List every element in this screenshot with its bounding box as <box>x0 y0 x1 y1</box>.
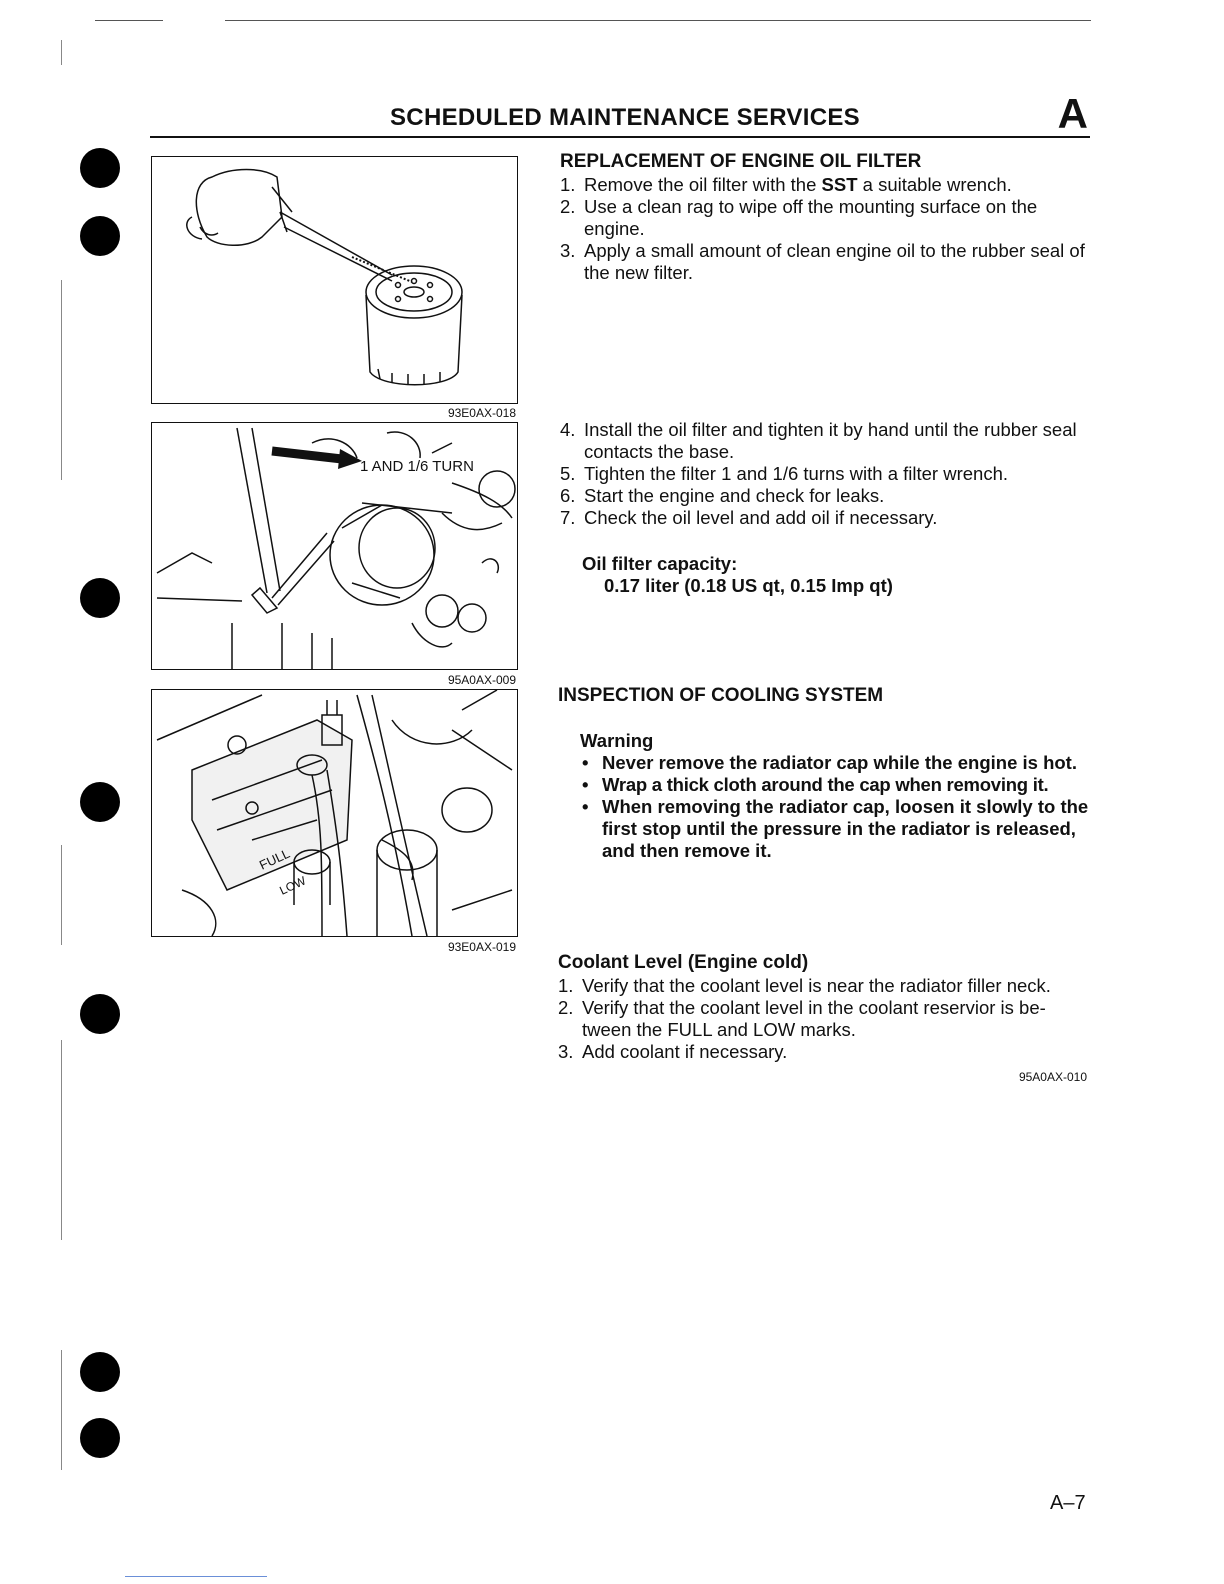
figure-code: 95A0AX-010 <box>1018 1070 1087 1084</box>
bottom-rule <box>125 1576 267 1577</box>
coolant-steps <box>558 975 1090 1063</box>
list-item: 3. Add coolant if necessary. <box>558 1041 788 1062</box>
oil-filter-capacity-value: 0.17 liter (0.18 US qt, 0.15 Imp qt) <box>604 575 893 596</box>
oil-filter-steps-1-3 <box>560 174 1090 284</box>
top-rule-left <box>95 20 163 21</box>
binder-hole <box>80 148 120 188</box>
list-item: 2. Use a clean rag to wipe off the mounting surface on the engine. <box>560 196 1038 239</box>
oil-filter-capacity-label: Oil filter capacity: <box>582 553 738 574</box>
page-title: SCHEDULED MAINTENANCE SERVICES <box>390 104 860 131</box>
list-item: 1. Remove the oil filter with the SST a suitable wrench. <box>560 174 1012 195</box>
binder-hole <box>80 994 120 1034</box>
oil-filter-steps-4-7 <box>560 419 1090 529</box>
figure-oil-filter <box>151 156 518 404</box>
binder-hole <box>80 1352 120 1392</box>
margin-tick <box>61 845 62 945</box>
margin-tick <box>61 280 62 480</box>
oil-filter-heading: REPLACEMENT OF ENGINE OIL FILTER <box>560 151 922 172</box>
reservoir-low-mark: LOW <box>277 873 309 898</box>
filter-wrench-illustration <box>152 423 517 669</box>
turn-callout: 1 AND 1/6 TURN <box>360 458 474 475</box>
warning-item: • Wrap a thick cloth around the cap when removing it. <box>582 774 1049 795</box>
list-item: 4. Install the oil filter and tighten it by hand until the rubber seal contacts the base. <box>560 419 1077 462</box>
page-header <box>150 90 1090 138</box>
page-number: A–7 <box>1050 1492 1086 1514</box>
reservoir-full-mark: FULL <box>256 845 293 873</box>
margin-tick <box>61 1350 62 1470</box>
margin-tick <box>61 1040 62 1240</box>
binder-hole <box>80 782 120 822</box>
list-item: 1. Verify that the coolant level is near the radiator filler neck. <box>558 975 1051 996</box>
warning-title: Warning <box>580 730 654 751</box>
list-item: 7. Check the oil level and add oil if necessary. <box>560 507 938 528</box>
list-item: 5. Tighten the filter 1 and 1/6 turns with a filter wrench. <box>560 463 1009 484</box>
binder-hole <box>80 578 120 618</box>
list-item: 3. Apply a small amount of clean engine oil to the rubber seal of the new filter. <box>560 240 1085 283</box>
figure-code: 93E0AX-019 <box>447 940 516 954</box>
figure-filter-wrench <box>151 422 518 670</box>
top-rule-right <box>225 20 1091 21</box>
figure-code: 95A0AX-009 <box>447 673 516 687</box>
figure-code: 93E0AX-018 <box>447 406 516 420</box>
section-letter: A <box>1057 90 1088 137</box>
coolant-reservoir-illustration <box>152 690 517 936</box>
coolant-heading: Coolant Level (Engine cold) <box>558 952 809 973</box>
warning-list <box>580 752 1090 862</box>
list-item: 2. Verify that the coolant level in the coolant reservior is be-tween the FULL and LOW marks. <box>558 997 1046 1040</box>
margin-tick <box>61 40 62 65</box>
oil-filter-illustration <box>152 157 517 403</box>
list-item: 6. Start the engine and check for leaks. <box>560 485 885 506</box>
warning-item: • Never remove the radiator cap while the engine is hot. <box>582 752 1077 773</box>
binder-hole <box>80 216 120 256</box>
binder-hole <box>80 1418 120 1458</box>
warning-item: • When removing the radiator cap, loosen it slowly to the first stop until the pressure in the radiator is released, and then remove it. <box>582 796 1089 861</box>
cooling-heading: INSPECTION OF COOLING SYSTEM <box>558 685 884 706</box>
figure-coolant-reservoir <box>151 689 518 937</box>
